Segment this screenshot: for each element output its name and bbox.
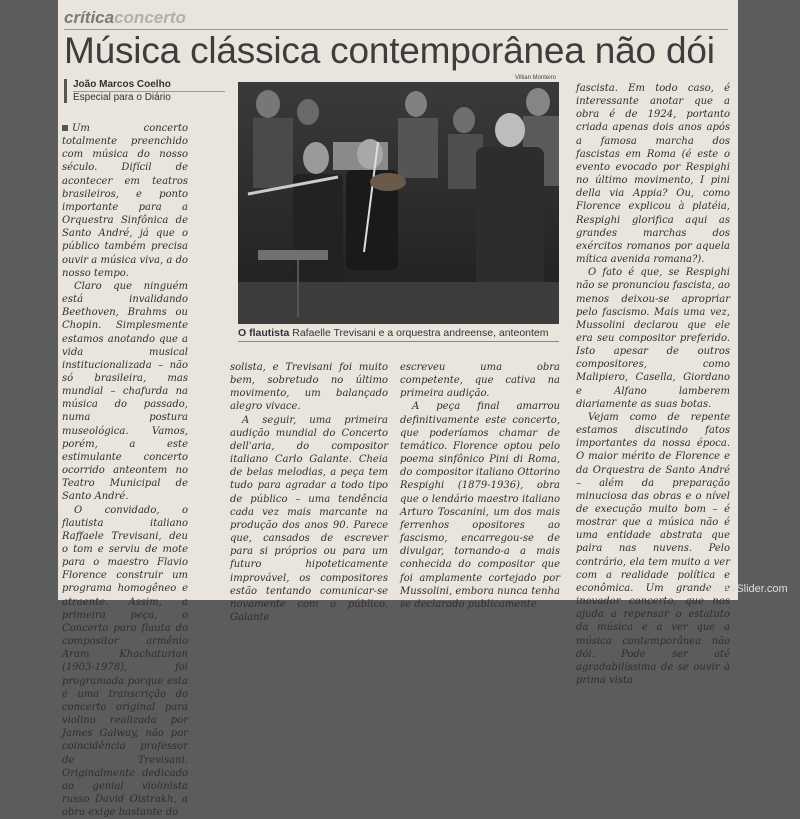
paragraph: O convidado, o flautista italiano Raffaele Trevisani, deu o tom e serviu de mote para o maestro Flavio Florence construir um programa homogêneo e atraente. Assim, a primeira peça, o Concerto para flauta do compositor armênio Aram Khachaturian (1903-1978), foi programada porque esta é uma transcrição do concerto original para violino realizada por James Galway, não por coincidência professor de Trevisani. Originalmente dedicado ao genial violinista russo David Oistrakh, a obra exige bastante do bbox=[62, 504, 188, 819]
orchestra-photo-illustration bbox=[238, 82, 559, 324]
article-column-3 bbox=[400, 361, 560, 611]
paragraph: Vejam como de repente estamos discutindo fatos importantes da nossa época. O maior mérito de Florence e da Orquestra de Santo André – além da preparação minuciosa das obras e o nível de execução muito bom – é mostrar que a música não é uma entidade abstrata que paira nas nuvens. Pelo contrário, ela tem muito a ver com a realidade política e econômica. Um grande e inovador concerto, que nos ajuda a repensar o estatuto da música e a ver que a música contemporânea não dói. Pode ser até agradabilíssima de se ouvir à prima vista bbox=[576, 411, 730, 687]
caption-rest: Rafaelle Trevisani e a orquestra andreense, anteontem bbox=[289, 327, 549, 339]
paragraph-text: Um concerto totalmente preenchido com música do nosso século. Difícil de acontecer em teatros brasileiros, e ponto importante para a Orquestra Sinfônica de Santo André, já que o público também precisa ouvir a música viva, a do nosso tempo. bbox=[62, 123, 188, 279]
scan-border-right bbox=[738, 0, 800, 600]
orchestra-photo bbox=[238, 82, 559, 324]
byline-author: João Marcos Coelho bbox=[73, 79, 225, 92]
photo-caption bbox=[238, 327, 559, 342]
paragraph: A peça final amarrou definitivamente este concerto, que poderíamos chamar de temático. Florence optou pelo poema sinfônico Pini di Roma, do compositor italiano Ottorino Respighi (1879-1936), obra que o lendário maestro italiano Arturo Toscanini, um dos mais ferrenhos opositores ao fascismo, encarregou-se de divulgar, tornando-a a mais conhecida do compositor que foi amplamente cortejado por Mussolini, embora nunca tenha se declarado publicamente bbox=[400, 401, 560, 610]
section-tag bbox=[64, 8, 186, 28]
photo-credit: Villian Monteiro bbox=[515, 75, 556, 81]
paragraph: A seguir, uma primeira audição mundial do Concerto dell'aria, do compositor italiano Carlo Galante. Cheia de belas melodias, a peça tem tudo para agradar a todo tipo de público – uma tendência cada vez mais marcante na produção dos anos 90. Parece que, cansados de escrever para si próprios ou para um futuro hipoteticamente improvável, os compositores estão tentando comunicar-se novamente com o público. Galante bbox=[230, 414, 388, 623]
paragraph: Claro que ninguém está invalidando Beethoven, Brahms ou Chopin. Simplesmente estamos anotando que a vida musical institucionalizada – não só brasileira, mas mundial – chafurda na música do passado, numa postura museológica. Vamos, porém, a este estimulante concerto ocorrido anteontem no Teatro Municipal de Santo André. bbox=[62, 280, 188, 503]
bullet-square-icon bbox=[62, 125, 68, 131]
paragraph: solista, e Trevisani foi muito bem, sobretudo no último movimento, um balançado alegro vivace. bbox=[230, 362, 388, 413]
byline-role: Especial para o Diário bbox=[73, 92, 171, 103]
article-column-4 bbox=[576, 82, 730, 687]
section-tag-concerto: concerto bbox=[114, 8, 186, 27]
paragraph: escreveu uma obra competente, que cativa na primeira audição. bbox=[400, 362, 560, 400]
paragraph bbox=[62, 122, 188, 280]
scan-border-left bbox=[0, 0, 58, 600]
article-column-1 bbox=[62, 122, 188, 819]
caption-bold: O flautista bbox=[238, 327, 290, 339]
section-tag-critica: crítica bbox=[64, 8, 115, 27]
watermark: WOWSlider.com bbox=[707, 583, 788, 595]
paragraph: fascista. Em todo caso, é interessante anotar que a obra é de 1924, portanto criada apenas dois anos após a famosa marcha dos fascistas em Roma (é este o evento evocado por Respighi no último movimento, I pini della via Appia? Ou, como Florence explicou à platéia, Respighi glorifica aqui as grandes marchas dos exércitos romanos por aquela mítica avenida romana?). bbox=[576, 83, 730, 266]
newspaper-clipping bbox=[58, 0, 738, 819]
article-column-2 bbox=[230, 361, 388, 624]
paragraph: O fato é que, se Respighi não se pronunciou fascista, ao menos deixou-se apropriar pelo fascismo. Mais uma vez, Mussolini declarou que ele era seu compositor preferido. Isto apesar de outros compositores, como Malipiero, Casella, Giordano e Alfano lamberem diariamente as suas botas. bbox=[576, 267, 730, 410]
headline: Música clássica contemporânea não dói bbox=[64, 30, 715, 71]
byline bbox=[64, 79, 225, 103]
